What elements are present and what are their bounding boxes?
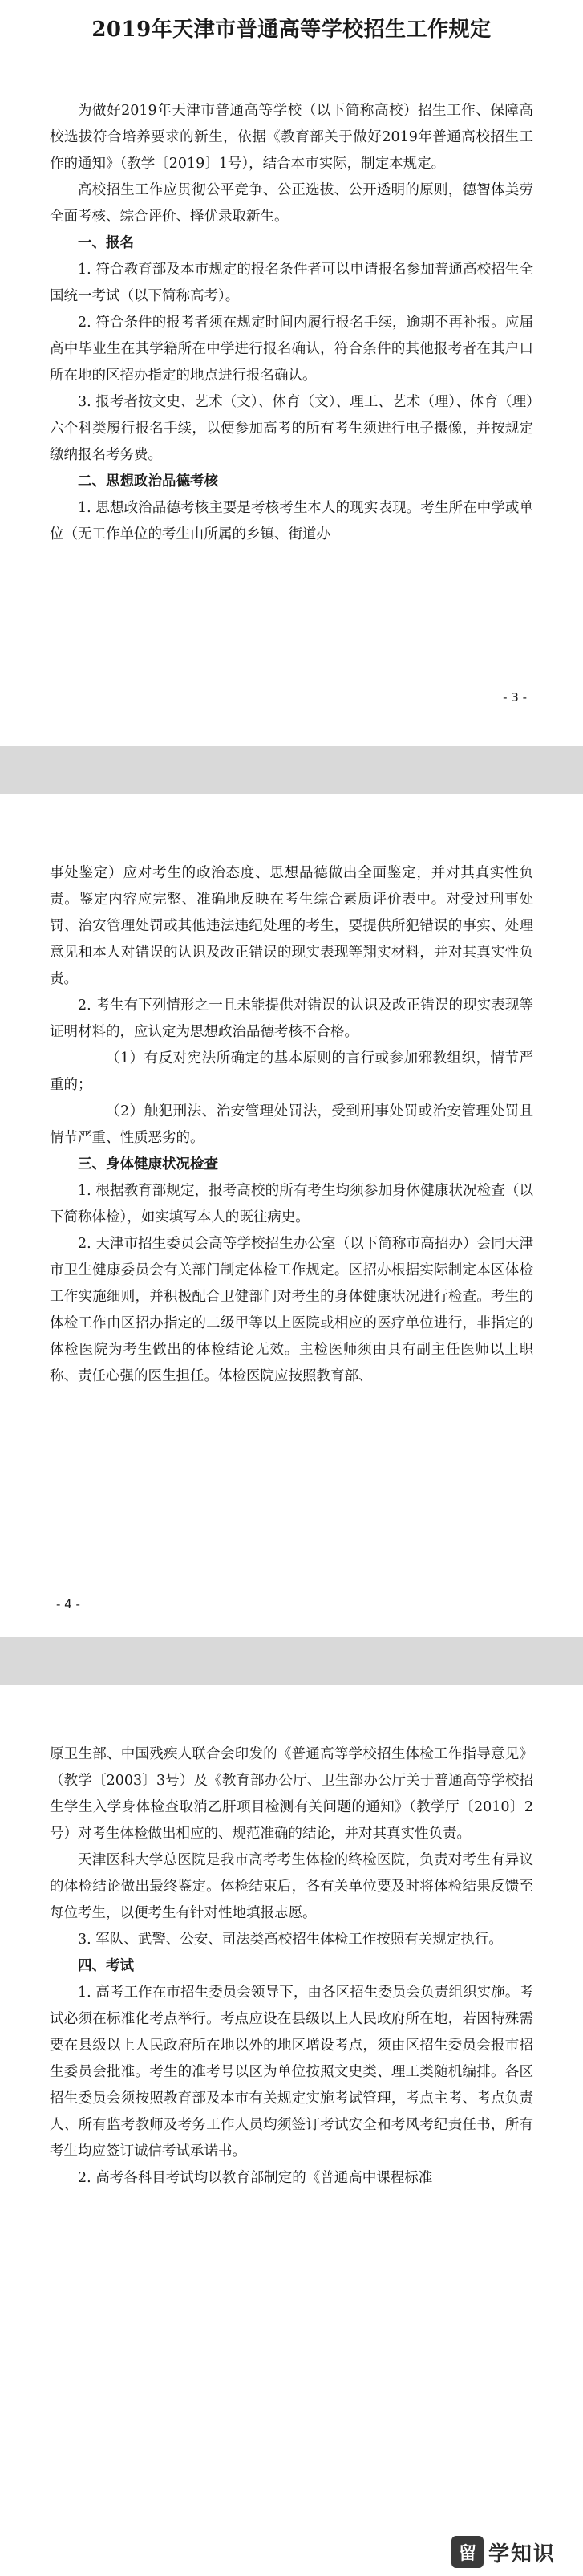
page-separator [0, 1637, 583, 1685]
paragraph: 高校招生工作应贯彻公平竞争、公正选拔、公开透明的原则，德智体美劳全面考核、综合评价、择优录取新生。 [50, 182, 533, 225]
paragraph: 2. 天津市招生委员会高等学校招生办公室（以下简称市高招办）会同天津市卫生健康委员会有关部门制定体检工作规定。区招办根据实际制定本区体检工作实施细则，并积极配合卫健部门对考生的身体健康状况进行检查。考生的体检工作由区招办指定的二级甲等以上医院或相应的医疗单位进行，非指定的体检医院为考生做出的体检结论无效。主检医师须由具有副主任医师以上职称、责任心强的医生担任。体检医院应按照教育部、 [50, 1236, 533, 1384]
watermark-logo [451, 2534, 572, 2570]
paragraph: 1. 思想政治品德考核主要是考核考生本人的现实表现。考生所在中学或单位（无工作单位的考生由所属的乡镇、街道办 [50, 500, 533, 542]
paragraph: 1. 高考工作在市招生委员会领导下，由各区招生委员会负责组织实施。考试必须在标准化考点举行。考点应设在县级以上人民政府所在地，若因特殊需要在县级以上人民政府所在地以外的地区增设考点，须由区招生委员会报市招生委员会批准。考生的准考号以区为单位按照文史类、理工类随机编排。各区招生委员会须按照教育部及本市有关规定实施考试管理，考点主考、考点负责人、所有监考教师及考务工作人员均须签订考试安全和考风考纪责任书，所有考生均应签订诚信考试承诺书。 [50, 1985, 533, 2160]
paragraph: 2. 符合条件的报考者须在规定时间内履行报名手续，逾期不再补报。应届高中毕业生在其学籍所在中学进行报名确认，符合条件的其他报考者在其户口所在地的区招办指定的地点进行报名确认。 [50, 315, 533, 384]
paragraph: 天津医科大学总医院是我市高考考生体检的终检医院，负责对考生有异议的体检结论做出最终鉴定。体检结束后，各有关单位要及时将体检结果反馈至每位考生，以便考生有针对性地填报志愿。 [50, 1852, 533, 1921]
page-body [50, 860, 533, 1390]
document-title: 2019年天津市普通高等学校招生工作规定 [91, 18, 492, 42]
watermark-text: 学知识 [488, 2541, 557, 2566]
watermark-badge-icon: 留 [451, 2536, 484, 2568]
page-separator [0, 746, 583, 794]
document-page-1 [0, 0, 583, 746]
section-heading: 四、考试 [78, 1958, 134, 1974]
section-heading: 一、报名 [78, 235, 134, 251]
page-body [50, 98, 533, 548]
page-number: - 4 - [56, 1597, 80, 1611]
list-item: （1）有反对宪法所确定的基本原则的言行或参加邪教组织，情节严重的； [50, 1050, 533, 1093]
paragraph: 2. 考生有下列情形之一且未能提供对错误的认识及改正错误的现实表现等证明材料的，应认定为思想政治品德考核不合格。 [50, 997, 533, 1040]
paragraph: 原卫生部、中国残疾人联合会印发的《普通高等学校招生体检工作指导意见》（教学〔2003〕3号）及《教育部办公厅、卫生部办公厅关于普通高等学校招生学生入学身体检查取消乙肝项目检测有关问题的通知》（教学厅〔2010〕2号）对考生体检做出相应的、规范准确的结论，并对其真实性负责。 [50, 1746, 533, 1842]
paragraph: 1. 符合教育部及本市规定的报名条件者可以申请报名参加普通高校招生全国统一考试（以下简称高考）。 [50, 262, 533, 304]
section-heading: 三、身体健康状况检查 [78, 1156, 218, 1172]
list-item: （2）触犯刑法、治安管理处罚法，受到刑事处罚或治安管理处罚且情节严重、性质恶劣的。 [50, 1103, 533, 1146]
page-body [50, 1741, 533, 2192]
document-page-2 [0, 794, 583, 1637]
page-number: - 3 - [503, 690, 527, 705]
paragraph: 事处鉴定）应对考生的政治态度、思想品德做出全面鉴定，并对其真实性负责。鉴定内容应完整、准确地反映在考生综合素质评价表中。对受过刑事处罚、治安管理处罚或其他违法违纪处理的考生，要提供所犯错误的事实、处理意见和本人对错误的认识及改正错误的现实表现等翔实材料，并对其真实性负责。 [50, 865, 533, 987]
paragraph: 为做好2019年天津市普通高等学校（以下简称高校）招生工作、保障高校选拔符合培养要求的新生，依据《教育部关于做好2019年普通高校招生工作的通知》（教学〔2019〕1号），结合本市实际，制定本规定。 [50, 103, 533, 172]
paragraph: 3. 报考者按文史、艺术（文）、体育（文）、理工、艺术（理）、体育（理）六个科类履行报名手续，以便参加高考的所有考生须进行电子摄像，并按规定缴纳报名考务费。 [50, 394, 533, 463]
paragraph: 1. 根据教育部规定，报考高校的所有考生均须参加身体健康状况检查（以下简称体检），如实填写本人的既往病史。 [50, 1183, 533, 1225]
paragraph: 3. 军队、武警、公安、司法类高校招生体检工作按照有关规定执行。 [78, 1932, 503, 1948]
section-heading: 二、思想政治品德考核 [78, 473, 218, 490]
document-page-3 [0, 1685, 583, 2576]
paragraph: 2. 高考各科目考试均以教育部制定的《普通高中课程标准 [78, 2170, 433, 2186]
